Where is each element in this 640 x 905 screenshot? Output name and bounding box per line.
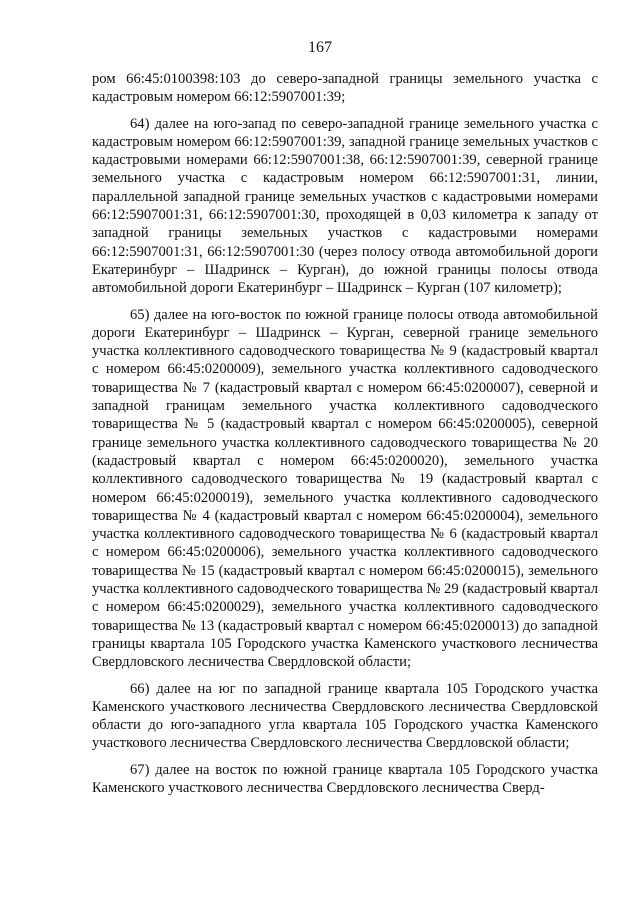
paragraph-item-65: 65) далее на юго-восток по южной границе полосы отвода автомобильной дороги Екатеринбург – Шадринск – Курган, северной границе земельного участка коллективного садоводческого товарищества № 9 (кадастровый квартал с номером 66:45:0200009), земельного участка коллективного садоводческого товарищества № 7 (кадастровый квартал с номером 66:45:0200007), северной и западной границам земельного участка коллективного садоводческого товарищества № 5 (кадастровый квартал с номером 66:45:0200005), северной границе земельного участка коллективного садоводческого товарищества № 20 (кадастровый квартал с номером 66:45:0200020), земельного участка коллективного садоводческого товарищества № 19 (кадастровый квартал с номером 66:45:0200019), земельного участка коллективного садоводческого товарищества № 4 (кадастровый квартал с номером 66:45:0200004), земельного участка коллективного садоводческого товарищества № 6 (кадастровый квартал с номером 66:45:0200006), земельного участка коллективного садоводческого товарищества № 15 (кадастровый квартал с номером 66:45:0200015), земельного участка коллективного садоводческого товарищества № 29 (кадастровый квартал с номером 66:45:0200029), земельного участка коллективного садоводческого товарищества № 13 (кадастровый квартал с номером 66:45:0200013) до западной границы квартала 105 Городского участка Каменского участкового лесничества Свердловского лесничества Свердловской области; — [92, 306, 598, 671]
document-body — [92, 70, 598, 805]
paragraph-item-64: 64) далее на юго-запад по северо-западной границе земельного участка с кадастровым номером 66:12:5907001:39, западной границе земельных участков с кадастровыми номерами 66:12:5907001:38, 66:12:5907001:39, северной границе земельного участка с кадастровым номером 66:12:5907001:31, линии, параллельной западной границе земельных участков с кадастровыми номерами 66:12:5907001:31, 66:12:5907001:30, проходящей в 0,03 километра к западу от западной границы земельных участков с кадастровыми номерами 66:12:5907001:31, 66:12:5907001:30 (через полосу отвода автомобильной дороги Екатеринбург – Шадринск – Курган), до южной границы полосы отвода автомобильной дороги Екатеринбург – Шадринск – Курган (107 километр); — [92, 115, 598, 297]
paragraph-continuation: ром 66:45:0100398:103 до северо-западной границы земельного участка с кадастровым номером 66:12:5907001:39; — [92, 71, 598, 106]
paragraph-item-66: 66) далее на юг по западной границе квартала 105 Городского участка Каменского участкового лесничества Свердловского лесничества Свердловской области до юго-западного угла квартала 105 Городского участка Каменского участкового лесничества Свердловского лесничества Свердловской области; — [92, 680, 598, 752]
paragraph-item-67: 67) далее на восток по южной границе квартала 105 Городского участка Каменского участкового лесничества Свердловского лесничества Сверд- — [92, 761, 598, 796]
page-number: 167 — [308, 39, 332, 56]
